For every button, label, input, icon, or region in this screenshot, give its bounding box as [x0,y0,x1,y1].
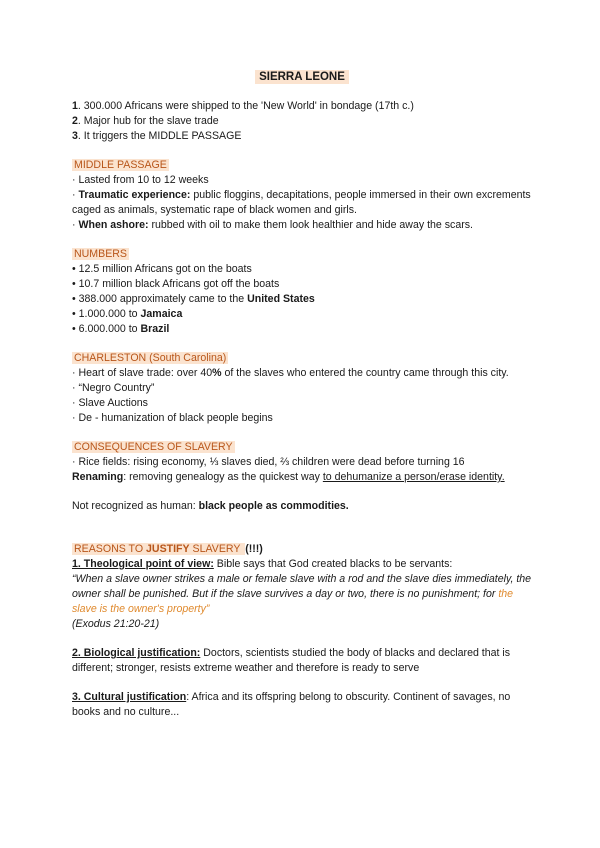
list-item: · Rice fields: rising economy, ⅓ slaves died, ⅔ children were dead before turning 16 [72,456,465,468]
page-title: SIERRA LEONE [72,70,532,85]
list-item: · Slave Auctions [72,397,148,409]
list-item: · Heart of slave trade: over 40% of the slaves who entered the country came through this city. [72,367,509,379]
list-item: · “Negro Country” [72,382,155,394]
list-item: · When ashore: rubbed with oil to make them look healthier and hide away the scars. [72,219,473,231]
numbers-section [72,247,532,337]
charleston-section [72,351,532,426]
intro-list [72,99,532,144]
section-heading: MIDDLE PASSAGE [74,159,167,171]
reasons-section [72,542,532,720]
section-heading: REASONS TO JUSTIFY SLAVERY (!!!) [74,543,263,555]
list-item: · Lasted from 10 to 12 weeks [72,174,209,186]
list-item: Not recognized as human: black people as commodities. [72,500,349,512]
bible-reference: (Exodus 21:20-21) [72,618,160,630]
list-item: • 1.000.000 to Jamaica [72,308,183,320]
document-page [72,70,532,720]
list-item: • 388.000 approximately came to the United States [72,293,315,305]
list-item: • 12.5 million Africans got on the boats [72,263,252,275]
consequences-section [72,440,532,514]
list-item: • 6.000.000 to Brazil [72,323,170,335]
section-heading: NUMBERS [74,248,127,260]
section-heading: CONSEQUENCES OF SLAVERY [74,441,233,453]
list-item: · Traumatic experience: public floggins, decapitations, people immersed in their own excrements caged as animals, systematic rape of black women and girls. [72,189,531,216]
list-item: Renaming: removing genealogy as the quickest way to dehumanize a person/erase identity. [72,471,505,483]
intro-item: 3. It triggers the MIDDLE PASSAGE [72,130,242,142]
list-item: • 10.7 million black Africans got off the boats [72,278,280,290]
reason-theological: 1. Theological point of view: Bible says that God created blacks to be servants: [72,558,453,570]
intro-item: 1. 300.000 Africans were shipped to the 'New World' in bondage (17th c.) [72,100,414,112]
reason-cultural: 3. Cultural justification: Africa and its offspring belong to obscurity. Continent of savages, no books and no culture... [72,691,511,718]
intro-item: 2. Major hub for the slave trade [72,115,219,127]
reason-biological: 2. Biological justification: Doctors, scientists studied the body of blacks and declared that is different; stronger, resists extreme weather and therefore is ready to serve [72,647,511,674]
middle-passage-section [72,158,532,233]
bible-quote: “When a slave owner strikes a male or female slave with a rod and the slave dies immediately, the owner shall be punished. But if the slave survives a day or two, there is no punishment; for the slave is the owner's property” [72,573,532,615]
section-heading: CHARLESTON (South Carolina) [74,352,227,364]
list-item: · De - humanization of black people begins [72,412,273,424]
